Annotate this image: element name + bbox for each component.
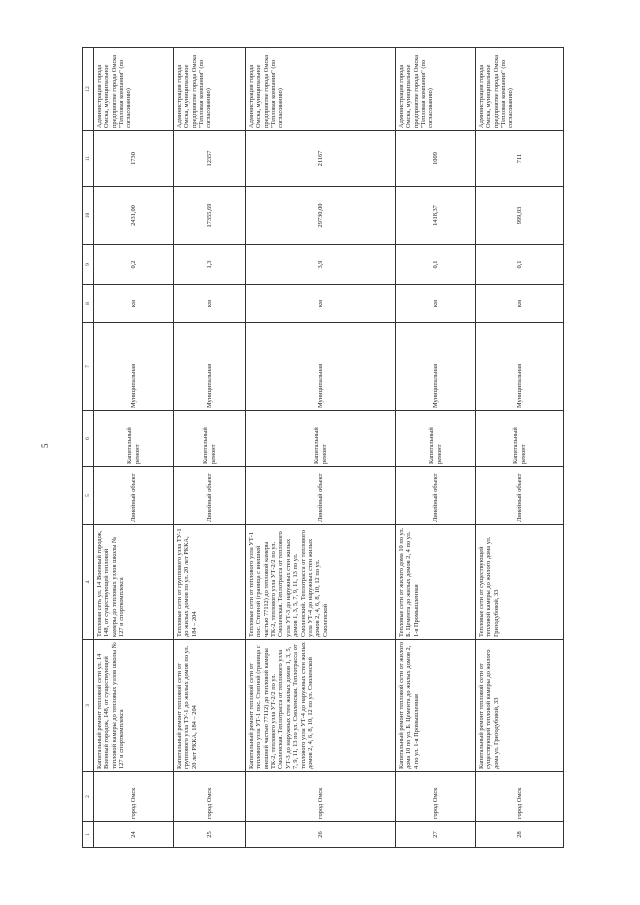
length: 3,9 [246,245,396,285]
unit: км [476,285,564,323]
cost: 999,03 [476,187,564,245]
object-type: Линейный объект [174,467,246,525]
object-name: Капитальный ремонт тепловой сети ул. 14 Военный городок, 148, от существующей тепловой камеры до тепловых узлов школы № 127 и спорткомплекса [94,640,174,772]
col-header-3: 3 [83,640,94,772]
object-type: Линейный объект [246,467,396,525]
col-header-2: 2 [83,772,94,822]
table-row [94,48,174,848]
length: 0,1 [476,245,564,285]
object-route: Тепловые сети от существующей тепловой камеры до жилого дома ул. Гризодубовой, 33 [476,525,564,640]
responsible: Администрация города Омска, муниципальное предприятие города Омска "Тепловая компания" (по согласованию) [476,48,564,131]
unit: км [94,285,174,323]
municipality: город Омск [396,772,476,822]
object-route: Тепловые сети от теплового узла УТ-1 пос. Степной (граница с внешней частью 77112) до тепловой камеры ТК-2, теплового узла УТ-2/2 по ул. Смоленская. Теплотрасса от теплового узла УТ-3 до наружных стен жилых домов 1, 3, 5, 7, 9, 11, 13 по ул. Смоленский. Теплотрасса от теплового узла УТ-4 до наружных стен жилых домов 2, 4, 6, 8, 10, 12 по ул. Смоленской [246,525,396,640]
length: 0,1 [396,245,476,285]
cost: 2431,00 [94,187,174,245]
col-header-9: 9 [83,245,94,285]
capacity: 1730 [94,131,174,187]
col-header-1: 1 [83,822,94,848]
column-number-row [83,48,94,848]
col-header-7: 7 [83,323,94,411]
col-header-6: 6 [83,411,94,467]
responsible: Администрация города Омска, муниципальное предприятие города Омска "Тепловая компания" (по согласованию) [246,48,396,131]
object-type: Линейный объект [396,467,476,525]
ownership: Муниципальная [246,323,396,411]
cost: 1418,37 [396,187,476,245]
table-row [396,48,476,848]
unit: км [174,285,246,323]
row-number: 25 [174,822,246,848]
col-header-12: 12 [83,48,94,131]
work-type: Капитальный ремонт [246,411,396,467]
capacity: 12357 [174,131,246,187]
municipality: город Омск [246,772,396,822]
municipality: город Омск [94,772,174,822]
unit: км [396,285,476,323]
table-row [246,48,396,848]
object-name: Капитальный ремонт тепловой сети от группового узла ТУ-1 до жилых домов по ул. 20 лет РККА, 184 – 204 [174,640,246,772]
object-name: Капитальный ремонт тепловой сети от существующей тепловой камеры до жилого дома ул. Гризодубовой, 33 [476,640,564,772]
col-header-11: 11 [83,131,94,187]
col-header-4: 4 [83,525,94,640]
capacity: 21167 [246,131,396,187]
cost: 29730,00 [246,187,396,245]
work-type: Капитальный ремонт [174,411,246,467]
ownership: Муниципальная [396,323,476,411]
responsible: Администрация города Омска, муниципальное предприятие города Омска "Тепловая компания" (по согласованию) [174,48,246,131]
object-name: Капитальный ремонт тепловой сети от жилого дома 10 по ул. Б. Цемента до жилых домов 2, 4 по ул. 1-я Промышленная [396,640,476,772]
row-number: 27 [396,822,476,848]
capacity: 1009 [396,131,476,187]
row-number: 28 [476,822,564,848]
heat-network-repair-table [82,47,564,848]
table-row [476,48,564,848]
unit: км [246,285,396,323]
object-type: Линейный объект [94,467,174,525]
ownership: Муниципальная [476,323,564,411]
object-route: Тепловая сеть ул. 14 Военный городок, 148, от существующей тепловой камеры до тепловых узлов школы № 127 и спорткомплекса [94,525,174,640]
rotated-table-wrapper [82,48,562,848]
work-type: Капитальный ремонт [476,411,564,467]
object-route: Тепловые сети от группового узла ТУ-1 до жилых домов по ул. 20 лет РККА, 184 – 204 [174,525,246,640]
row-number: 26 [246,822,396,848]
col-header-10: 10 [83,187,94,245]
row-number: 24 [94,822,174,848]
col-header-8: 8 [83,285,94,323]
table-row [174,48,246,848]
municipality: город Омск [476,772,564,822]
object-name: Капитальный ремонт тепловой сети от теплового узла УТ-1 пос. Степной (граница с внешней частью 77112) до тепловой камеры ТК-2, теплового узла УТ-2/2 по ул. Смоленская. Теплотрасса от теплового узла УТ-3 до наружных стен жилых домов 1, 3, 5, 7, 9, 11, 13 по ул. Смоленская. Теплотрасса от теплового узла УТ-4 до наружных стен жилых домов 2, 4, 6, 8, 10, 12 по ул. Смоленской [246,640,396,772]
cost: 17355,69 [174,187,246,245]
municipality: город Омск [174,772,246,822]
page-number: 5 [40,443,50,448]
length: 0,2 [94,245,174,285]
object-type: Линейный объект [476,467,564,525]
object-route: Тепловые сети от жилого дома 10 по ул. Б. Цемента до жилых домов 2, 4 по ул. 1-я Промышленная [396,525,476,640]
col-header-5: 5 [83,467,94,525]
capacity: 711 [476,131,564,187]
ownership: Муниципальная [94,323,174,411]
ownership: Муниципальная [174,323,246,411]
responsible: Администрация города Омска, муниципальное предприятие города Омска "Тепловая компания" (по согласованию) [396,48,476,131]
responsible: Администрация города Омска, муниципальное предприятие города Омска "Тепловая компания" (по согласованию) [94,48,174,131]
work-type: Капитальный ремонт [94,411,174,467]
work-type: Капитальный ремонт [396,411,476,467]
length: 1,3 [174,245,246,285]
